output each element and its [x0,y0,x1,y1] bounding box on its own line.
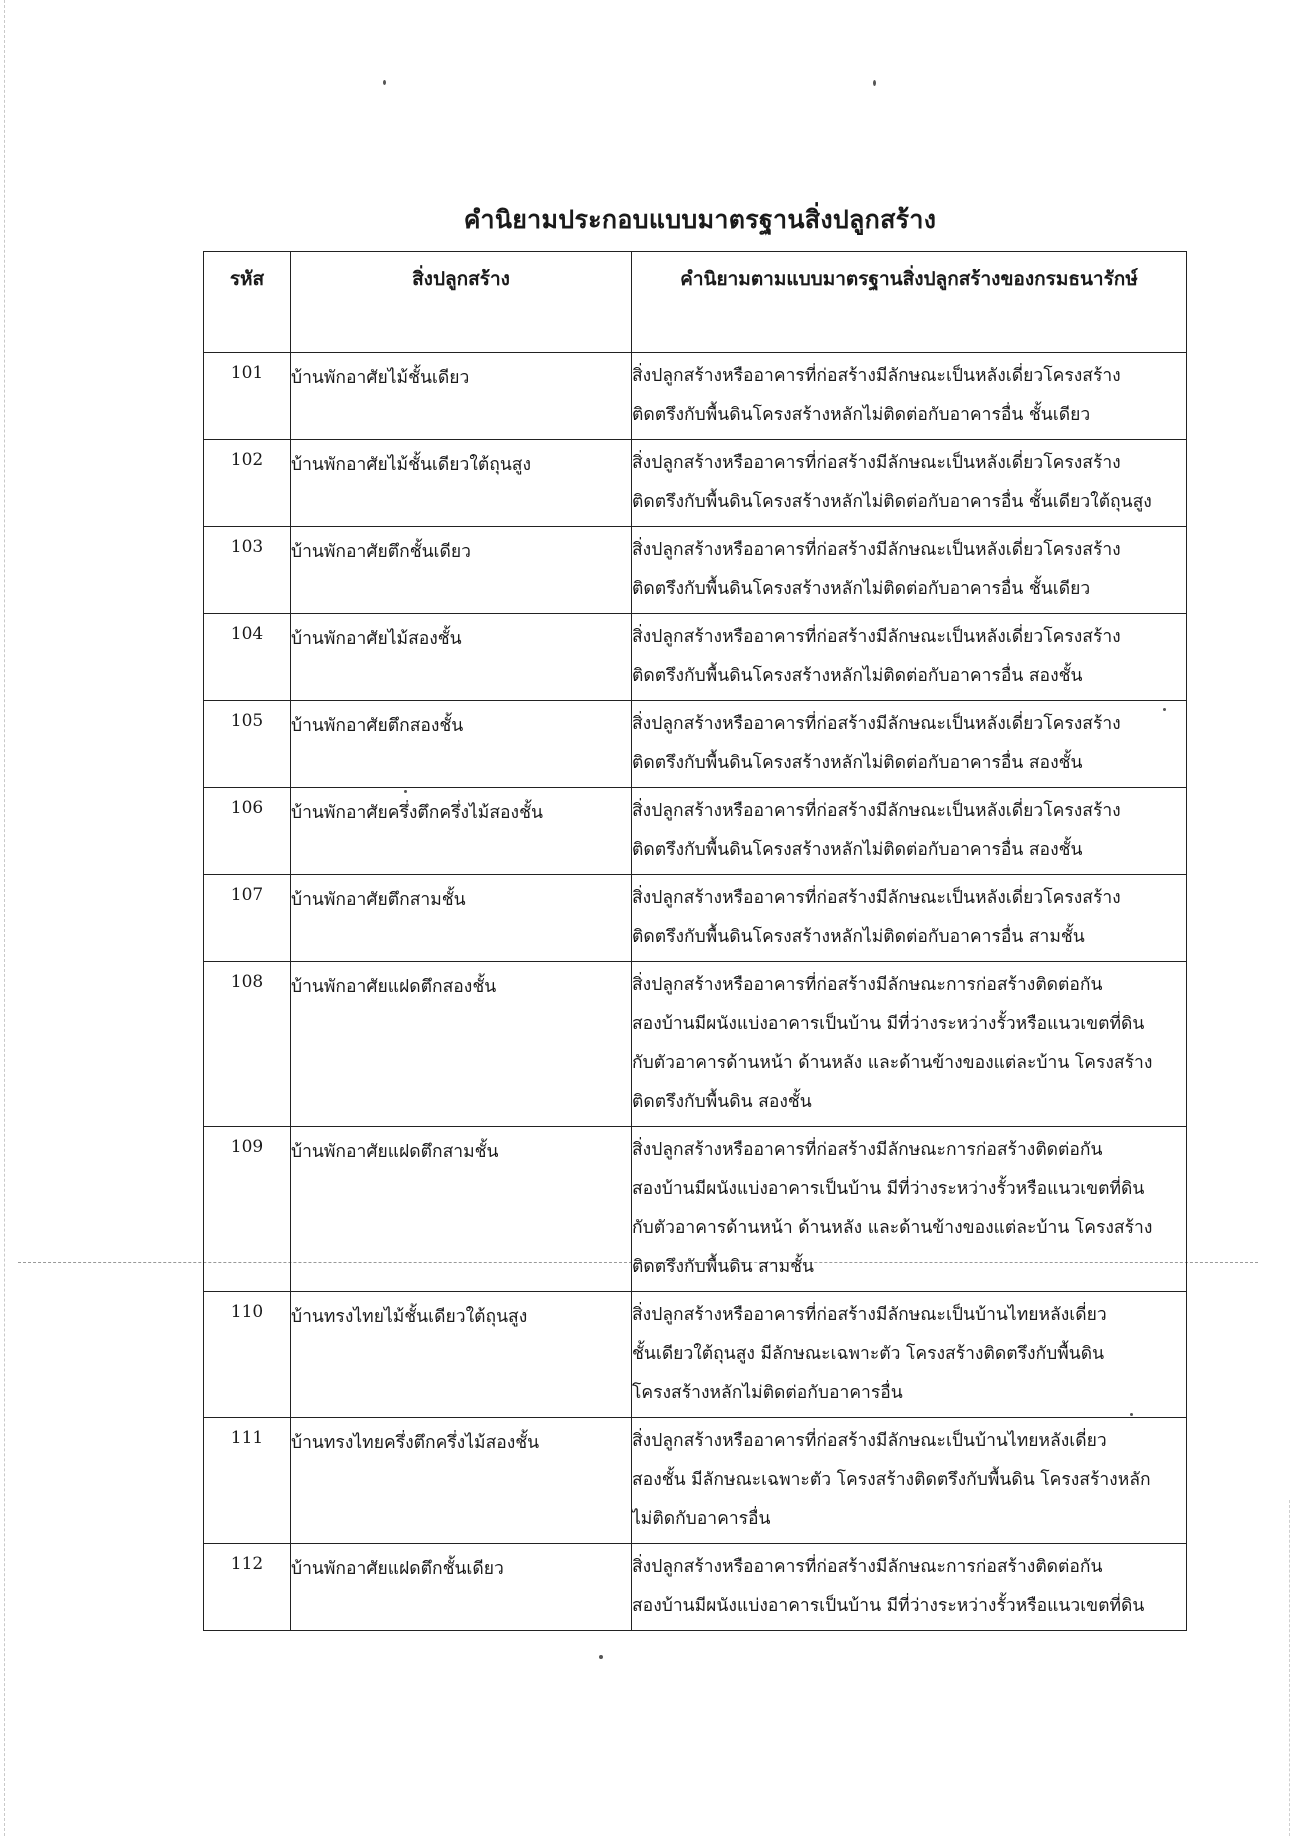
row-definition [632,1544,1187,1631]
table-row [204,701,1187,788]
definition-line: ติดตรึงกับพื้นดินโครงสร้างหลักไม่ติดต่อกับอาคารอื่น สองชั้น [632,666,1083,686]
row-code: 106 [204,788,291,875]
definition-line: สองบ้านมีผนังแบ่งอาคารเป็นบ้าน มีที่ว่างระหว่างรั้วหรือแนวเขตที่ดิน [632,1014,1145,1034]
row-structure-name: บ้านพักอาศัยไม้ชั้นเดียว [291,353,632,440]
definition-line: สองบ้านมีผนังแบ่งอาคารเป็นบ้าน มีที่ว่างระหว่างรั้วหรือแนวเขตที่ดิน [632,1596,1145,1616]
definition-line: ติดตรึงกับพื้นดินโครงสร้างหลักไม่ติดต่อกับอาคารอื่น ชั้นเดียวใต้ถุนสูง [632,492,1152,512]
table-row [204,353,1187,440]
row-definition [632,353,1187,440]
definition-line: สิ่งปลูกสร้างหรืออาคารที่ก่อสร้างมีลักษณะเป็นบ้านไทยหลังเดี่ยว [632,1305,1107,1325]
row-definition [632,527,1187,614]
scan-speck [599,1655,603,1659]
row-code: 102 [204,440,291,527]
definition-line: ติดตรึงกับพื้นดิน สามชั้น [632,1257,815,1277]
row-code: 112 [204,1544,291,1631]
table-row [204,875,1187,962]
row-definition [632,440,1187,527]
definition-line: สิ่งปลูกสร้างหรืออาคารที่ก่อสร้างมีลักษณะการก่อสร้างติดต่อกัน [632,1557,1103,1577]
definition-line: ติดตรึงกับพื้นดินโครงสร้างหลักไม่ติดต่อกับอาคารอื่น สองชั้น [632,840,1083,860]
row-structure-name: บ้านทรงไทยครึ่งตึกครึ่งไม้สองชั้น [291,1418,632,1544]
row-definition [632,788,1187,875]
definition-line: กับตัวอาคารด้านหน้า ด้านหลัง และด้านข้างของแต่ละบ้าน โครงสร้าง [632,1053,1153,1073]
definition-line: กับตัวอาคารด้านหน้า ด้านหลัง และด้านข้างของแต่ละบ้าน โครงสร้าง [632,1218,1153,1238]
scan-speck [383,80,386,85]
definition-line: สองบ้านมีผนังแบ่งอาคารเป็นบ้าน มีที่ว่างระหว่างรั้วหรือแนวเขตที่ดิน [632,1179,1145,1199]
row-definition [632,701,1187,788]
table-header-row [204,252,1187,353]
definition-line: สิ่งปลูกสร้างหรืออาคารที่ก่อสร้างมีลักษณะเป็นหลังเดี่ยวโครงสร้าง [632,888,1121,908]
definition-line: ติดตรึงกับพื้นดิน สองชั้น [632,1092,812,1112]
header-definition: คำนิยามตามแบบมาตรฐานสิ่งปลูกสร้างของกรมธนารักษ์ [632,252,1187,353]
row-code: 101 [204,353,291,440]
row-structure-name: บ้านพักอาศัยไม้สองชั้น [291,614,632,701]
row-code: 104 [204,614,291,701]
table-row [204,962,1187,1127]
row-code: 107 [204,875,291,962]
row-structure-name: บ้านพักอาศัยตึกสามชั้น [291,875,632,962]
definition-line: ติดตรึงกับพื้นดินโครงสร้างหลักไม่ติดต่อกับอาคารอื่น สามชั้น [632,927,1085,947]
row-code: 110 [204,1292,291,1418]
table-row [204,788,1187,875]
scan-speck [873,80,876,86]
row-structure-name: บ้านพักอาศัยแฝดตึกชั้นเดียว [291,1544,632,1631]
row-structure-name: บ้านพักอาศัยตึกสองชั้น [291,701,632,788]
row-definition [632,1418,1187,1544]
definition-line: สิ่งปลูกสร้างหรืออาคารที่ก่อสร้างมีลักษณะเป็นหลังเดี่ยวโครงสร้าง [632,540,1121,560]
table-row [204,1544,1187,1631]
definition-line: สิ่งปลูกสร้างหรืออาคารที่ก่อสร้างมีลักษณะการก่อสร้างติดต่อกัน [632,975,1103,995]
row-structure-name: บ้านพักอาศัยครึ่งตึกครึ่งไม้สองชั้น [291,788,632,875]
table-row [204,1127,1187,1292]
definition-line: สิ่งปลูกสร้างหรืออาคารที่ก่อสร้างมีลักษณะเป็นหลังเดี่ยวโครงสร้าง [632,801,1121,821]
page-title: คำนิยามประกอบแบบมาตรฐานสิ่งปลูกสร้าง [463,205,937,234]
row-code: 109 [204,1127,291,1292]
definition-line: สิ่งปลูกสร้างหรืออาคารที่ก่อสร้างมีลักษณะเป็นหลังเดี่ยวโครงสร้าง [632,627,1121,647]
row-code: 108 [204,962,291,1127]
scan-edge-left [4,0,5,1836]
row-definition [632,1292,1187,1418]
row-structure-name: บ้านพักอาศัยไม้ชั้นเดียวใต้ถุนสูง [291,440,632,527]
definition-line: ชั้นเดียวใต้ถุนสูง มีลักษณะเฉพาะตัว โครงสร้างติดตรึงกับพื้นดิน [632,1344,1105,1364]
row-structure-name: บ้านทรงไทยไม้ชั้นเดียวใต้ถุนสูง [291,1292,632,1418]
header-code: รหัส [204,252,291,353]
row-structure-name: บ้านพักอาศัยตึกชั้นเดียว [291,527,632,614]
header-structure: สิ่งปลูกสร้าง [291,252,632,353]
row-structure-name: บ้านพักอาศัยแฝดตึกสามชั้น [291,1127,632,1292]
table-row [204,440,1187,527]
definition-line: โครงสร้างหลักไม่ติดต่อกับอาคารอื่น [632,1383,903,1403]
definition-line: สิ่งปลูกสร้างหรืออาคารที่ก่อสร้างมีลักษณะเป็นหลังเดี่ยวโครงสร้าง [632,714,1121,734]
definition-line: ติดตรึงกับพื้นดินโครงสร้างหลักไม่ติดต่อกับอาคารอื่น ชั้นเดียว [632,579,1091,599]
row-definition [632,962,1187,1127]
definition-line: สิ่งปลูกสร้างหรืออาคารที่ก่อสร้างมีลักษณะการก่อสร้างติดต่อกัน [632,1140,1103,1160]
row-code: 103 [204,527,291,614]
table-row [204,1418,1187,1544]
row-definition [632,1127,1187,1292]
scan-edge-right [1289,1500,1290,1836]
definitions-table [203,251,1187,1631]
table-row [204,527,1187,614]
definition-line: สิ่งปลูกสร้างหรืออาคารที่ก่อสร้างมีลักษณะเป็นบ้านไทยหลังเดี่ยว [632,1431,1107,1451]
row-definition [632,614,1187,701]
row-code: 111 [204,1418,291,1544]
row-code: 105 [204,701,291,788]
definition-line: ไม่ติดกับอาคารอื่น [632,1509,771,1529]
definition-line: ติดตรึงกับพื้นดินโครงสร้างหลักไม่ติดต่อกับอาคารอื่น ชั้นเดียว [632,405,1091,425]
table-row [204,614,1187,701]
definition-line: ติดตรึงกับพื้นดินโครงสร้างหลักไม่ติดต่อกับอาคารอื่น สองชั้น [632,753,1083,773]
definition-line: สิ่งปลูกสร้างหรืออาคารที่ก่อสร้างมีลักษณะเป็นหลังเดี่ยวโครงสร้าง [632,453,1121,473]
definition-line: สิ่งปลูกสร้างหรืออาคารที่ก่อสร้างมีลักษณะเป็นหลังเดี่ยวโครงสร้าง [632,366,1121,386]
definition-line: สองชั้น มีลักษณะเฉพาะตัว โครงสร้างติดตรึงกับพื้นดิน โครงสร้างหลัก [632,1470,1151,1490]
row-definition [632,875,1187,962]
table-row [204,1292,1187,1418]
row-structure-name: บ้านพักอาศัยแฝดตึกสองชั้น [291,962,632,1127]
